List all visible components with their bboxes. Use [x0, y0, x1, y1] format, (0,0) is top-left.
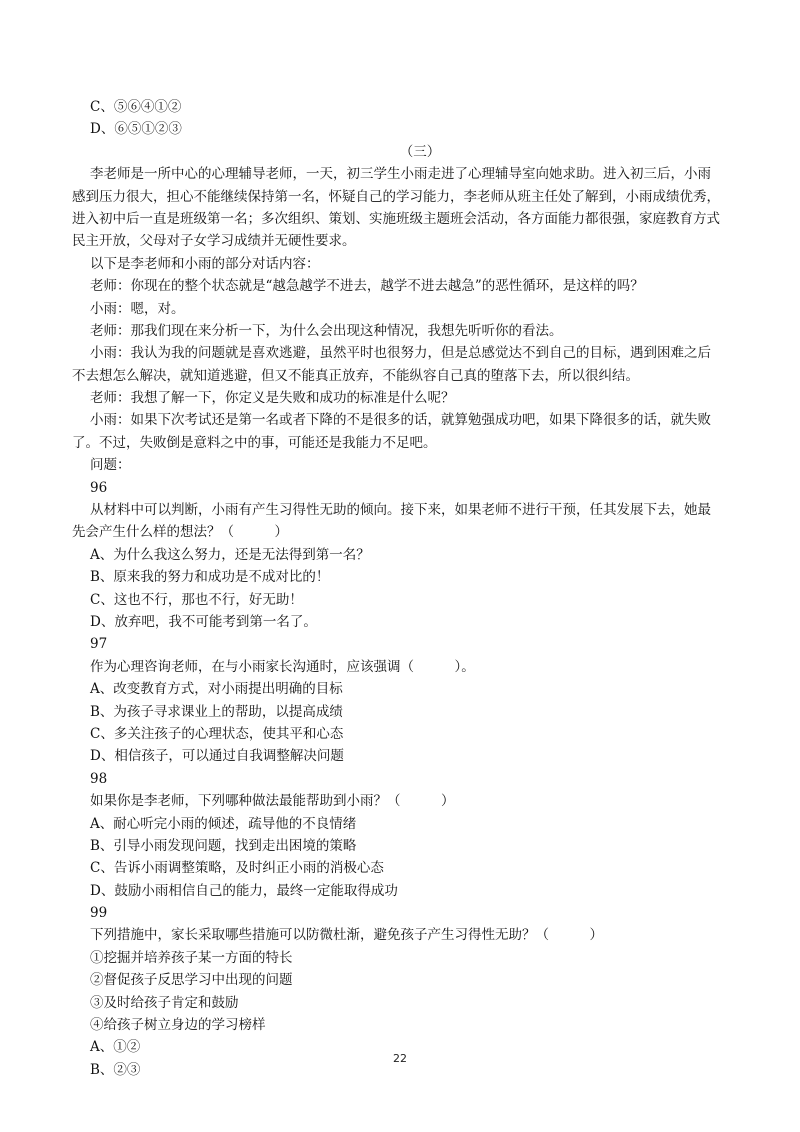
option-d: D、鼓励小雨相信自己的能力，最终一定能取得成功 [90, 882, 398, 899]
question-number: 98 [90, 770, 108, 787]
dialogue-line: 老师：你现在的整个状态就是“越急越学不进去，越学不进去越急”的恶性循环，是这样的吗？ [90, 278, 644, 295]
material-line: 民主开放，父母对子女学习成绩并无硬性要求。 [72, 233, 356, 250]
measure-item: ③及时给孩子肯定和鼓励 [90, 994, 239, 1011]
option-d: D、放弃吧，我不可能考到第一名了。 [90, 613, 317, 630]
option-b: B、②③ [90, 1061, 141, 1078]
question-stem: 从材料中可以判断，小雨有产生习得性无助的倾向。接下来，如果老师不进行干预，任其发展下去，她最 [90, 502, 711, 519]
option-b: B、为孩子寻求课业上的帮助，以提高成绩 [90, 703, 343, 720]
option-c: C、告诉小雨调整策略，及时纠正小雨的消极心态 [90, 860, 384, 877]
section-title: （三） [399, 143, 441, 160]
dialogue-line: 老师：那我们现在来分析一下，为什么会出现这种情况，我想先听听你的看法。 [90, 322, 563, 339]
dialogue-line: 老师：我想了解一下，你定义是失败和成功的标准是什么呢？ [90, 390, 455, 407]
material-line: 感到压力很大，担心不能继续保持第一名，怀疑自己的学习能力，李老师从班主任处了解到，小雨成绩优秀， [72, 188, 720, 205]
question-number: 97 [90, 636, 108, 653]
option-a: A、①② [90, 1039, 141, 1056]
option-c: C、多关注孩子的心理状态，使其平和心态 [90, 725, 344, 742]
page-content [72, 96, 750, 1081]
question-stem: 下列措施中，家长采取哪些措施可以防微杜渐，避免孩子产生习得性无助？（ ） [90, 927, 603, 944]
material-line: 李老师是一所中心的心理辅导老师，一天，初三学生小雨走进了心理辅导室向她求助。进入初三后，小雨 [90, 166, 711, 183]
option-a: A、改变教育方式，对小雨提出明确的目标 [90, 681, 343, 698]
question-number: 96 [90, 479, 108, 496]
questions-label: 问题： [90, 457, 131, 474]
question-stem: 如果你是李老师，下列哪种做法最能帮助到小雨？（ ） [90, 793, 455, 810]
option-c-prev: C、⑤⑥④①② [90, 99, 182, 115]
question-number: 99 [90, 905, 108, 922]
option-c: C、这也不行，那也不行，好无助！ [90, 591, 303, 608]
material-line: 进入初中后一直是班级第一名；多次组织、策划、实施班级主题班会活动，各方面能力都很强，家庭教育方式 [72, 210, 720, 227]
dialogue-line: 小雨：嗯，对。 [90, 300, 185, 317]
option-b: B、引导小雨发现问题，找到走出困境的策略 [90, 837, 357, 854]
dialogue-intro: 以下是李老师和小雨的部分对话内容： [90, 255, 320, 272]
page-number: 22 [393, 1052, 407, 1065]
measure-item: ②督促孩子反思学习中出现的问题 [90, 972, 293, 989]
dialogue-line: 了。不过，失败倒是意料之中的事，可能还是我能力不足吧。 [72, 434, 437, 451]
option-a: A、耐心听完小雨的倾述，疏导他的不良情绪 [90, 815, 357, 832]
option-b: B、原来我的努力和成功是不成对比的！ [90, 569, 330, 586]
question-stem: 先会产生什么样的想法？（ ） [72, 524, 288, 541]
option-d-prev: D、⑥⑤①②③ [90, 121, 182, 138]
dialogue-line: 小雨：我认为我的问题就是喜欢逃避，虽然平时也很努力，但是总感觉达不到自己的目标，遇到困难之后 [90, 345, 711, 362]
measure-item: ①挖掘并培养孩子某一方面的特长 [90, 949, 293, 966]
question-stem: 作为心理咨询老师，在与小雨家长沟通时，应该强调（ ）。 [90, 658, 475, 675]
option-a: A、为什么我这么努力，还是无法得到第一名？ [90, 546, 370, 563]
option-d: D、相信孩子，可以通过自我调整解决问题 [90, 748, 344, 765]
measure-item: ④给孩子树立身边的学习榜样 [90, 1017, 266, 1034]
dialogue-line: 不去想怎么解决，就知道逃避，但又不能真正放弃，不能纵容自己真的堕落下去，所以很纠结。 [72, 367, 639, 384]
dialogue-line: 小雨：如果下次考试还是第一名或者下降的不是很多的话，就算勉强成功吧，如果下降很多的话，就失败 [90, 412, 711, 429]
